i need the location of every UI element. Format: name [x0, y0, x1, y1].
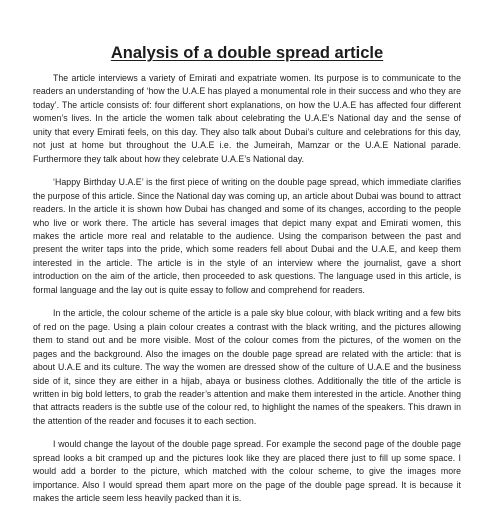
- paragraph-purpose: ‘Happy Birthday U.A.E’ is the first piece of writing on the double page spread, which immediate clarifies the purpose of this article. Since the National day was coming up, an article about Dubai was bound to attract readers. In the article it is shown how Dubai has changed and some of its changes, according to the people who live or work there. The article has several images that depict many expat and Emirati women, this makes the article more real and relatable to the audience. Using the comparison between the past and present the writer taps into the pride, which some readers fell about Dubai and the U.A.E, and keep them interested in the article. The article is in the style of an interview where the journalist, gave a short introduction on the aim of the article, then proceeded to ask questions. The language used in this article, is formal language and the lay out is quite essay to follow and comprehend for readers.: [33, 177, 461, 295]
- paragraph-colour-scheme: In the article, the colour scheme of the article is a pale sky blue colour, with black writing and a few bits of red on the page. Using a plain colour creates a contrast with the black writing, and the pictures allowing them to stand out and be more visible. Most of the colour comes from the pictures, of the women on the pages and the background. Also the images on the double page spread are related with the article: that is about U.A.E and its culture. The way the women are dressed show of the culture of U.A.E and the business side of it, since they are either in a hijab, abaya or business clothes. Additionally the title of the article is written in big bold letters, to grab the reader’s attention and make them interested in the article. Another thing that attracts readers is the subtle use of the colour red, to highlight the names of the speakers. This drawn in the attention of the reader and focuses it to each section.: [33, 308, 461, 426]
- document-title: Analysis of a double spread article: [110, 44, 384, 62]
- paragraph-summary: The article interviews a variety of Emirati and expatriate women. Its purpose is to communicate to the readers an understanding of ‘how the U.A.E has played a monumental role in their success and who they are today’. The article consists of: four different short explanations, on how the U.A.E has affected four different women’s lives. In the article the women talk about celebrating the U.A.E’s National day and the sense of unity that every Emirati feels, on this day. They also talk about Dubai’s culture and celebrations for this day, not just at home but throughout the U.A.E i.e. the Jumeirah, Mamzar or the U.A.E National parade. Furthermore they talk about how they celebrate U.A.E’s National day.: [33, 73, 461, 164]
- paragraph-layout-changes: I would change the layout of the double page spread. For example the second page of the double page spread looks a bit cramped up and the pictures look like they are placed there just to fill up some space. I would add a border to the picture, which matched with the colour scheme, to give the images more importance. Also I would spread them apart more on the page of the double page spread. It is because it makes the article seem less heavily packed than it is.: [33, 439, 461, 504]
